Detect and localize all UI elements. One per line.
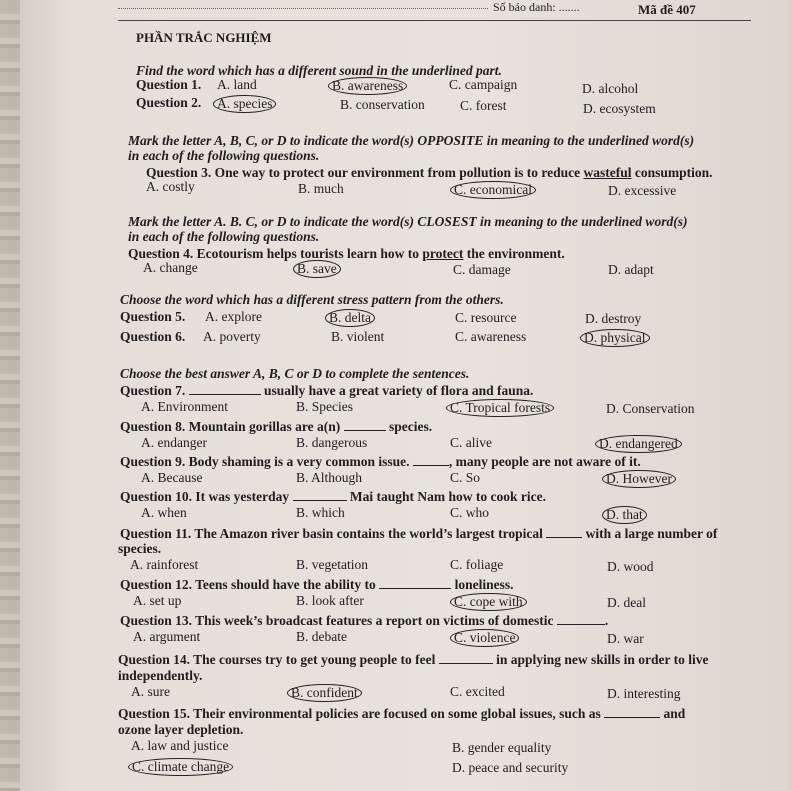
q9-option-c[interactable]: C. So (450, 470, 481, 485)
q15-stem: Question 15. Their environmental policies are focused on some global issues, such as and (118, 706, 686, 721)
q4-option-b[interactable]: B. save (293, 260, 341, 278)
q9-option-a[interactable]: A. Because (141, 470, 203, 485)
q6-option-d[interactable]: D. physical (580, 329, 650, 347)
instruction-opposite: Mark the letter A, B, C, or D to indicate the word(s) OPPOSITE in meaning to the underlined word(s) (128, 133, 695, 148)
q1-option-c[interactable]: C. campaign (449, 77, 518, 92)
q8-option-d[interactable]: D. endangered (595, 435, 682, 453)
instruction-pronunciation: Find the word which has a different sound in the underlined part. (136, 63, 502, 78)
q14-option-c[interactable]: C. excited (450, 684, 505, 699)
q12-option-b[interactable]: B. look after (296, 593, 364, 608)
q14-option-d[interactable]: D. interesting (607, 686, 681, 701)
q1-option-d[interactable]: D. alcohol (582, 81, 639, 96)
q7-option-d[interactable]: D. Conservation (606, 401, 695, 416)
q11-option-d[interactable]: D. wood (607, 559, 654, 574)
q9-stem: Question 9. Body shaming is a very common issue. , many people are not aware of it. (120, 454, 641, 469)
q5-option-d[interactable]: D. destroy (585, 311, 642, 326)
q1-option-a[interactable]: A. land (217, 77, 257, 92)
q11-option-b[interactable]: B. vegetation (296, 557, 368, 572)
q15-option-c[interactable]: C. climate change (128, 758, 233, 776)
q4-option-c[interactable]: C. damage (453, 262, 511, 277)
q7-option-c[interactable]: C. Tropical forests (446, 399, 554, 417)
q14-stem-line2: independently. (118, 668, 203, 683)
q5-label: Question 5. (120, 309, 186, 324)
q6-label: Question 6. (120, 329, 186, 344)
q10-option-a[interactable]: A. when (141, 505, 187, 520)
q8-stem: Question 8. Mountain gorillas are a(n) species. (120, 419, 433, 434)
candidate-number-label: Số báo danh: ....... (493, 0, 580, 14)
q10-option-b[interactable]: B. which (296, 505, 345, 520)
section-title: PHẦN TRẮC NGHIỆM (136, 30, 272, 45)
instruction-opposite-2: in each of the following questions. (128, 148, 320, 163)
header-dotted-line (118, 8, 488, 9)
q9-option-b[interactable]: B. Although (296, 470, 363, 485)
q11-option-c[interactable]: C. foliage (450, 557, 504, 572)
q13-option-a[interactable]: A. argument (133, 629, 201, 644)
q11-stem-line2: species. (118, 541, 162, 556)
q11-option-a[interactable]: A. rainforest (130, 557, 199, 572)
q10-option-c[interactable]: C. who (450, 505, 490, 520)
q6-option-a[interactable]: A. poverty (203, 329, 261, 344)
q5-option-a[interactable]: A. explore (205, 309, 262, 324)
q13-option-d[interactable]: D. war (607, 631, 644, 646)
q11-stem: Question 11. The Amazon river basin contains the world’s largest tropical with a large number of (120, 526, 718, 541)
q8-option-a[interactable]: A. endanger (141, 435, 207, 450)
q7-option-b[interactable]: B. Species (296, 399, 353, 414)
instruction-closest: Mark the letter A. B. C, or D to indicate the word(s) CLOSEST in meaning to the underlined word(s) (128, 214, 688, 229)
q13-stem: Question 13. This week’s broadcast features a report on victims of domestic . (120, 613, 609, 628)
q13-option-b[interactable]: B. debate (296, 629, 347, 644)
q3-option-c[interactable]: C. economical (450, 181, 536, 199)
q1-option-b[interactable]: B. awareness (328, 77, 407, 95)
header-divider (118, 20, 751, 21)
q3-option-d[interactable]: D. excessive (608, 183, 677, 198)
q10-option-d[interactable]: D. that (602, 506, 647, 524)
q7-option-a[interactable]: A. Environment (141, 399, 228, 414)
q2-label: Question 2. (136, 95, 202, 110)
page-binding-edge (0, 0, 20, 791)
q6-option-c[interactable]: C. awareness (455, 329, 527, 344)
q14-option-a[interactable]: A. sure (131, 684, 170, 699)
q2-option-b[interactable]: B. conservation (340, 97, 425, 112)
q6-option-b[interactable]: B. violent (331, 329, 385, 344)
q2-option-c[interactable]: C. forest (460, 98, 507, 113)
q10-stem: Question 10. It was yesterday Mai taught Nam how to cook rice. (120, 489, 546, 504)
q15-option-a[interactable]: A. law and justice (131, 738, 229, 753)
q7-stem: Question 7. usually have a great variety of flora and fauna. (120, 383, 534, 398)
q15-option-d[interactable]: D. peace and security (452, 760, 569, 775)
exam-code: Mã đề 407 (638, 2, 696, 17)
q4-stem: Question 4. Ecotourism helps tourists learn how to protect the environment. (128, 246, 565, 261)
q12-option-d[interactable]: D. deal (607, 595, 646, 610)
q9-option-d[interactable]: D. However (602, 470, 676, 488)
q15-stem-line2: ozone layer depletion. (118, 722, 244, 737)
q1-label: Question 1. (136, 77, 202, 92)
q2-option-d[interactable]: D. ecosystem (583, 101, 656, 116)
instruction-stress: Choose the word which has a different stress pattern from the others. (120, 292, 504, 307)
q14-stem: Question 14. The courses try to get young people to feel in applying new skills in order to live (118, 652, 709, 667)
q13-option-c[interactable]: C. violence (450, 629, 519, 647)
q4-option-d[interactable]: D. adapt (608, 262, 654, 277)
instruction-complete: Choose the best answer A, B, C or D to complete the sentences. (120, 366, 470, 381)
q4-option-a[interactable]: A. change (143, 260, 198, 275)
instruction-closest-2: in each of the following questions. (128, 229, 320, 244)
q12-stem: Question 12. Teens should have the ability to loneliness. (120, 577, 514, 592)
q5-option-b[interactable]: B. delta (325, 309, 375, 327)
q3-option-a[interactable]: A. costly (146, 179, 195, 194)
q8-option-b[interactable]: B. dangerous (296, 435, 368, 450)
q3-option-b[interactable]: B. much (298, 181, 344, 196)
q5-option-c[interactable]: C. resource (455, 310, 517, 325)
q15-option-b[interactable]: B. gender equality (452, 740, 552, 755)
q12-option-a[interactable]: A. set up (133, 593, 182, 608)
q12-option-c[interactable]: C. cope with (450, 593, 527, 611)
q2-option-a[interactable]: A. species (213, 95, 276, 113)
q3-stem: Question 3. One way to protect our environment from pollution is to reduce wasteful consumption. (146, 165, 713, 180)
q8-option-c[interactable]: C. alive (450, 435, 492, 450)
q14-option-b[interactable]: B. confident (287, 684, 362, 702)
